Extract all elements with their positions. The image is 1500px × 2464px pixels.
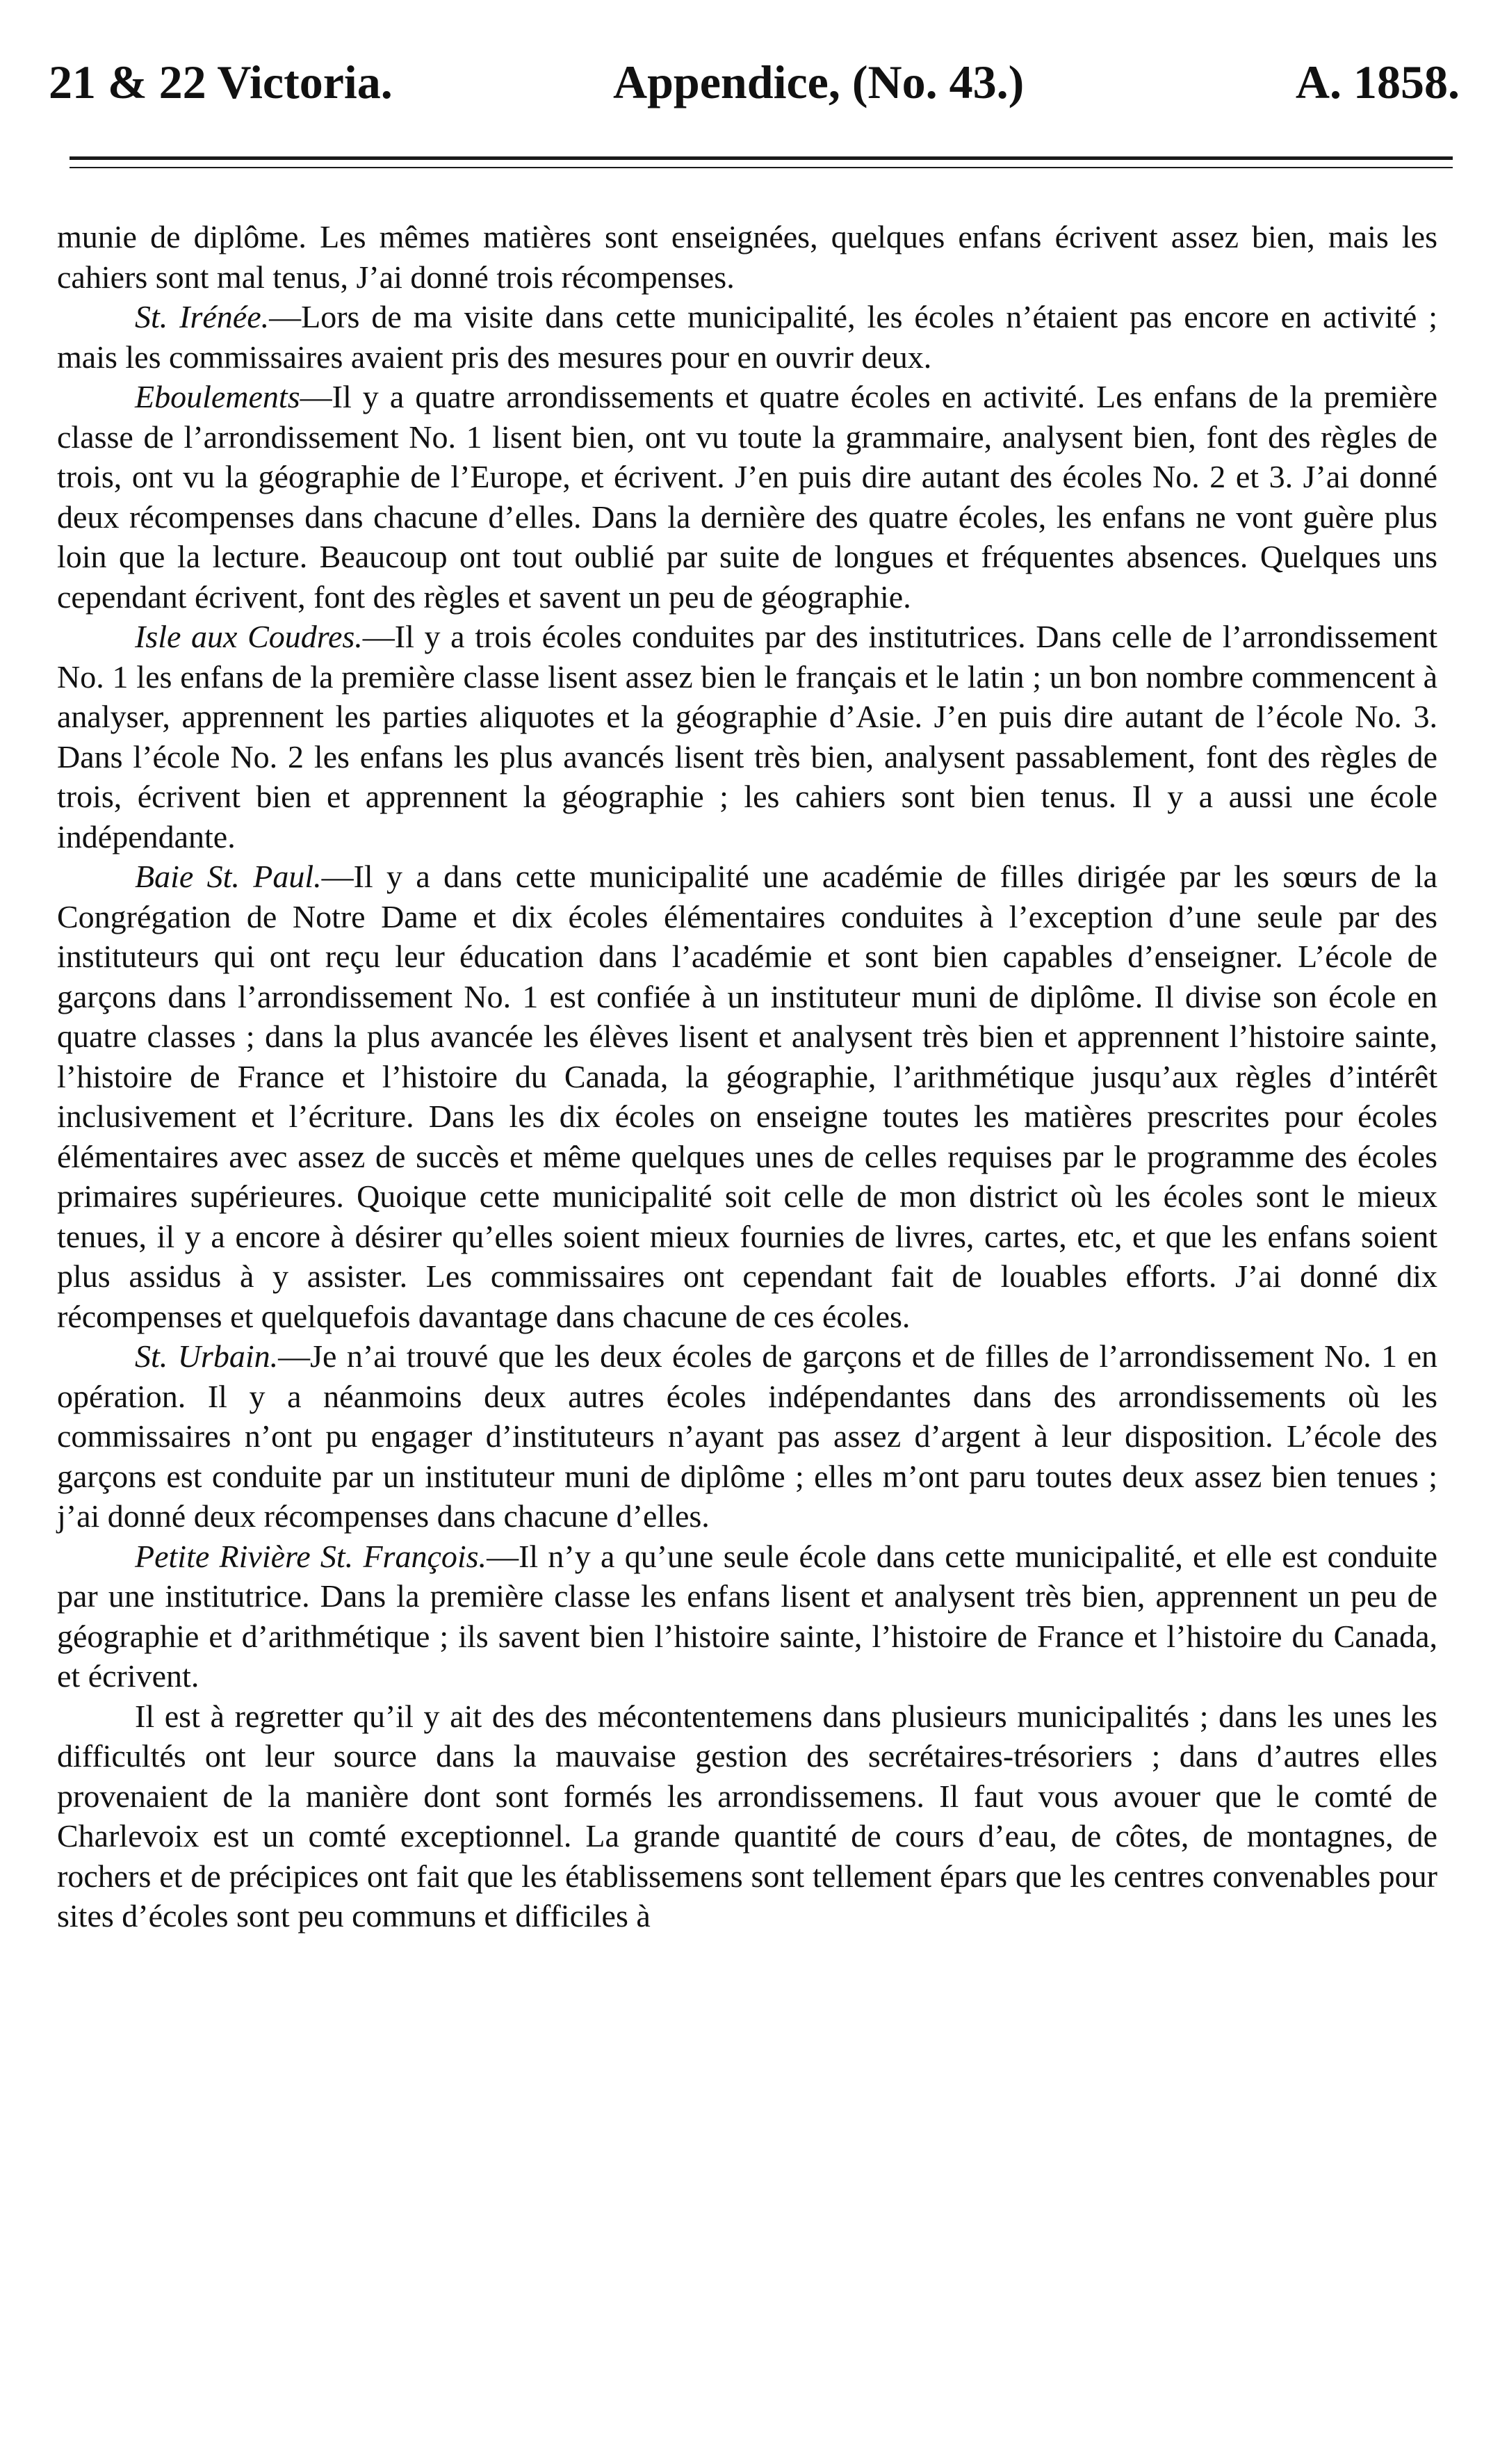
paragraph-text: —Je n’ai trouvé que les deux écoles de garçons et de filles de l’arrondissement No. 1 en opération. Il y a néanmoins deux autres écoles indépendantes dans des arrondissements où les commissaires n’ont pu engager d’instituteurs n’ayant pas assez d’argent à leur disposition. L’école des garçons est conduite par un instituteur muni de diplôme ; elles m’ont paru toutes deux assez bien tenues ; j’ai donné deux récompenses dans chacune d’elles. [57,1338,1437,1534]
paragraph-st-urbain [57,1336,1437,1537]
paragraph-text: munie de diplôme. Les mêmes matières sont enseignées, quelques enfans écrivent assez bien, mais les cahiers sont mal tenus, J’ai donné trois récompenses. [57,219,1437,295]
paragraph-conclusion [57,1696,1437,1936]
header-appendix-number: Appendice, (No. 43.) [613,56,1025,108]
header-rule-thick [70,156,1453,160]
place-name: Eboulements [135,379,300,414]
place-name: St. Urbain. [135,1338,279,1374]
page-header [49,54,1460,110]
paragraph-text: —Il y a trois écoles conduites par des institutrices. Dans celle de l’arrondissement No. 1 les enfans de la première classe lisent assez bien le français et le latin ; un bon nombre commencent à analyser, apprennent les parties aliquotes et la géographie d’Asie. J’en puis dire autant de l’école No. 3. Dans l’école No. 2 les enfans les plus avancés lisent très bien, analysent passablement, font des règles de trois, écrivent bien et apprennent la géographie ; les cahiers sont bien tenus. Il y a aussi une école indépendante. [57,619,1437,854]
paragraph-petite-riviere [57,1537,1437,1696]
header-session: 21 & 22 Victoria. [49,56,393,108]
paragraph-continuation [57,217,1437,297]
paragraph-text: —Il y a quatre arrondissements et quatre écoles en activité. Les enfans de la première classe de l’arrondissement No. 1 lisent bien, ont vu toute la grammaire, analysent bien, font des règles de trois, ont vu la géographie de l’Europe, et écrivent. J’en puis dire autant des écoles No. 2 et 3. J’ai donné deux récompenses dans chacune d’elles. Dans la dernière des quatre écoles, les enfans ne vont guère plus loin que la lecture. Beaucoup ont tout oublié par suite de longues et fréquentes absences. Quelques uns cependant écrivent, font des règles et savent un peu de géographie. [57,379,1437,615]
place-name: Petite Rivière St. François. [135,1538,487,1574]
paragraph-text: —Il n’y a qu’une seule école dans cette municipalité, et elle est conduite par une institutrice. Dans la première classe les enfans lisent et analysent très bien, apprennent un peu de géographie et d’arithmétique ; ils savent bien l’histoire sainte, l’histoire de France et l’histoire du Canada, et écrivent. [57,1538,1438,1694]
place-name: St. Irénée. [135,299,270,334]
paragraph-text: Il est à regretter qu’il y ait des des mécontentemens dans plusieurs municipalités ; dans les unes les difficultés ont leur source dans la mauvaise gestion des secrétaires-trésoriers ; dans d’autres elles provenaient de la manière dont sont formés les arrondissemens. Il faut vous avouer que le comté de Charlevoix est un comté exceptionnel. La grande quantité de cours d’eau, de côtes, de montagnes, de rochers et de précipices ont fait que les établissemens sont tellement épars que les centres convenables pour sites d’écoles sont peu communs et difficiles à [57,1698,1437,1934]
paragraph-isle-aux-coudres [57,617,1437,857]
place-name: Isle aux Coudres. [135,619,363,654]
paragraph-st-irenee [57,297,1437,377]
place-name: Baie St. Paul. [135,859,322,894]
header-year: A. 1858. [1295,56,1460,108]
paragraph-text: —Il y a dans cette municipalité une académie de filles dirigée par les sœurs de la Congrégation de Notre Dame et dix écoles élémentaires conduites à l’exception d’une seule par des instituteurs qui ont reçu leur éducation dans l’académie et sont bien capables d’enseigner. L’école de garçons dans l’arrondissement No. 1 est confiée à un instituteur muni de diplôme. Il divise son école en quatre classes ; dans la plus avancée les élèves lisent et analysent très bien et apprennent l’histoire sainte, l’histoire de France et l’histoire du Canada, la géographie, l’arithmétique jusqu’aux règles d’intérêt inclusivement et l’écriture. Dans les dix écoles on enseigne toutes les matières prescrites pour écoles élémentaires avec assez de succès et même quelques unes de celles requises par le programme des écoles primaires supérieures. Quoique cette municipalité soit celle de mon district où les écoles sont le mieux tenues, il y a encore à désirer qu’elles soient mieux fournies de livres, cartes, etc, et que les enfans soient plus assidus à y assister. Les commissaires ont cependant fait de louables efforts. J’ai donné dix récompenses et quelquefois davantage dans chacune de ces écoles. [57,859,1437,1334]
paragraph-eboulements [57,377,1437,617]
paragraph-text: —Lors de ma visite dans cette municipalité, les écoles n’étaient pas encore en activité ; mais les commissaires avaient pris des mesures pour en ouvrir deux. [57,299,1437,375]
report-body [57,217,1437,1936]
header-rule-thin [70,167,1453,168]
paragraph-baie-st-paul [57,857,1437,1336]
